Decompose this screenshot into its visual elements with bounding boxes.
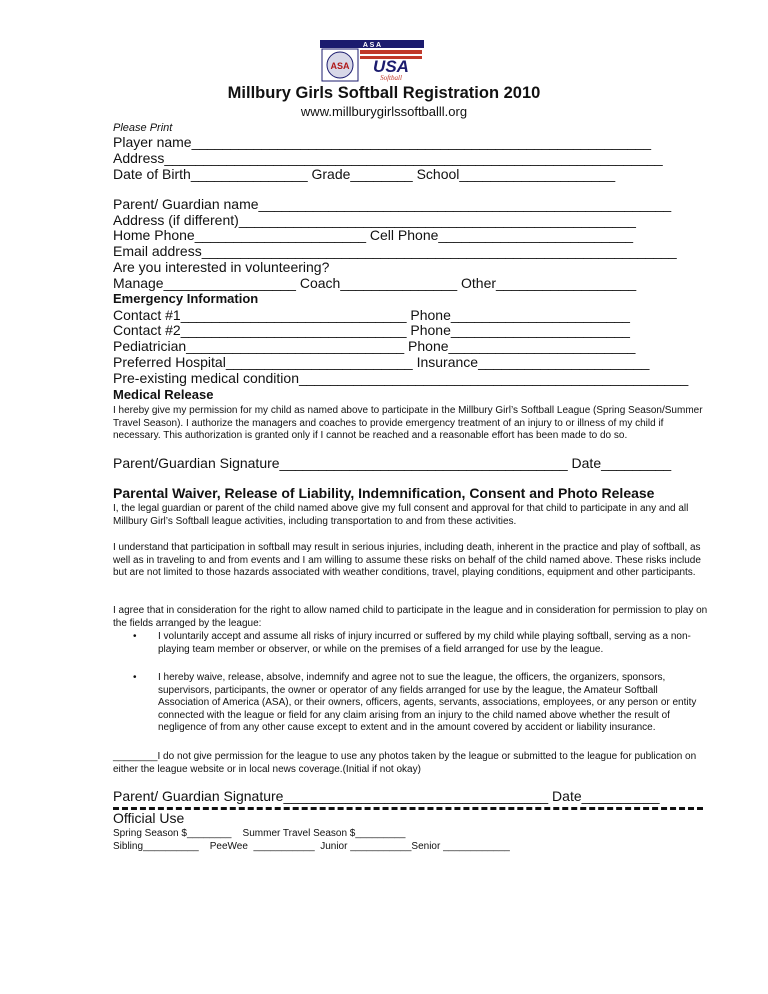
waiver-signature-field[interactable]: Parent/ Guardian Signature__________________________________ Date__________	[113, 788, 660, 804]
official-season-fields[interactable]: Spring Season $________ Summer Travel Season $_________	[113, 828, 406, 839]
waiver-heading: Parental Waiver, Release of Liability, Indemnification, Consent and Photo Release	[113, 485, 655, 501]
volunteer-options-field[interactable]: Manage_________________ Coach_______________ Other__________________	[113, 275, 637, 291]
asa-usa-softball-logo	[320, 40, 424, 82]
email-field[interactable]: Email address_____________________________________________________________	[113, 243, 677, 259]
official-division-fields[interactable]: Sibling__________ PeeWee ___________ Junior ___________Senior ____________	[113, 841, 510, 852]
dashed-divider	[113, 807, 703, 810]
waiver-paragraph-1: I, the legal guardian or parent of the child named above give my full consent and approval for that child to participate in any and all Millbury Girl’s Softball league activities, including transportation to and from these activities.	[113, 503, 689, 527]
medical-condition-field[interactable]: Pre-existing medical condition__________________________________________________	[113, 370, 689, 386]
page-title: Millbury Girls Softball Registration 2010	[227, 84, 541, 102]
dob-grade-school-field[interactable]: Date of Birth_______________ Grade________ School____________________	[113, 166, 616, 182]
svg-text:A S A: A S A	[362, 42, 382, 49]
hospital-insurance-field[interactable]: Preferred Hospital________________________ Insurance______________________	[113, 354, 650, 370]
medical-release-text: I hereby give my permission for my child as named above to participate in the Millbury Girl’s Softball League (Spring Season/Summer Travel Season). I authorize the managers and coaches to provide emergency treatment of an injury to or illness of my child if necessary. This authorization is granted only if I cannot be reached and a reasonable effort has been made to do so.	[113, 405, 703, 442]
address-field[interactable]: Address________________________________________________________________	[113, 150, 663, 166]
svg-text:Softball: Softball	[380, 74, 402, 82]
contact2-field[interactable]: Contact #2_____________________________ Phone_______________________	[113, 322, 630, 338]
medical-release-heading: Medical Release	[113, 387, 214, 402]
waiver-bullet-2: I hereby waive, release, absolve, indemnify and agree not to sue the league, the officers, the organizers, sponsors, supervisors, participants, the owner or operator of any fields arranged for use by the league, the Amateur Softball Association of America (ASA), or their owners, officers, agents, servants, associations, employees, or any person or entity connected with the league or field for any claim arising from an injury to the child named above whether the result of negligence of from any other cause except to extent and in the amount covered by accident or liability insurance.	[158, 672, 697, 734]
please-print-note: Please Print	[113, 122, 173, 134]
photo-release-text[interactable]: ________I do not give permission for the league to use any photos taken by the league or submitted to the league for publication on either the league website or in local news coverage.(Initial if not okay)	[113, 751, 697, 775]
official-use-heading: Official Use	[113, 810, 185, 826]
waiver-bullet-1: I voluntarily accept and assume all risks of injury incurred or suffered by my child while playing softball, serving as a non-playing team member or observer, or while on the premises of a field arranged for use by the league.	[158, 631, 691, 655]
pediatrician-field[interactable]: Pediatrician____________________________ Phone________________________	[113, 338, 636, 354]
svg-text:ASA: ASA	[330, 61, 350, 71]
svg-text:USA: USA	[373, 57, 409, 76]
address-if-different-field[interactable]: Address (if different)___________________________________________________	[113, 212, 636, 228]
waiver-paragraph-2: I understand that participation in softball may result in serious injuries, including death, inherent in the practice and play of softball, as well as in traveling to and from events and I am willing to assume these risks on behalf of the child named above. These risks include but are not limited to those hazards associated with weather conditions, travel, playing conditions, equipment and other participants.	[113, 542, 701, 579]
parent-name-field[interactable]: Parent/ Guardian name_____________________________________________________	[113, 196, 672, 212]
player-name-field[interactable]: Player name___________________________________________________________	[113, 134, 651, 150]
emergency-heading: Emergency Information	[113, 291, 259, 306]
website-url: www.millburygirlssoftballl.org	[300, 104, 468, 119]
phone-fields[interactable]: Home Phone______________________ Cell Phone_________________________	[113, 227, 634, 243]
waiver-paragraph-3: I agree that in consideration for the right to allow named child to participate in the league and in consideration for permission to play on the fields arranged by the league:	[113, 605, 708, 629]
medical-signature-field[interactable]: Parent/Guardian Signature_____________________________________ Date_________	[113, 455, 672, 471]
bullet-2: •	[133, 672, 137, 683]
contact1-field[interactable]: Contact #1_____________________________ Phone_______________________	[113, 307, 630, 323]
bullet-1: •	[133, 631, 137, 642]
volunteer-question: Are you interested in volunteering?	[113, 259, 330, 275]
